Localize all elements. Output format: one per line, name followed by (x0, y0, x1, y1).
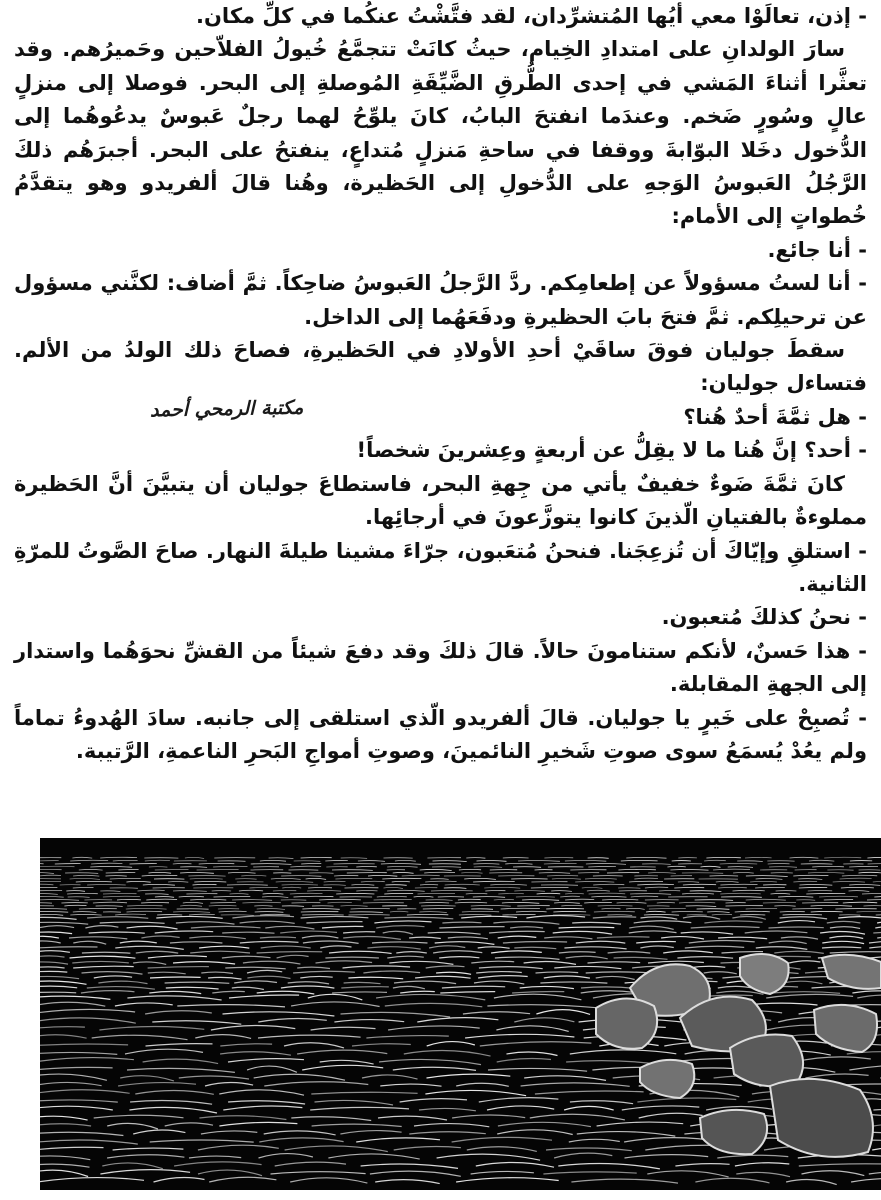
paragraph-dialog-good-night: - تُصبِحْ على خَيرٍ يا جوليان. قالَ ألفريدو الّذي استلقى إلى جانبه. سادَ الهُدوءُ تماماً ولم يعُدْ يُسمَعُ سوى صوتِ شَخيرِ النائمينَ، وصوتِ أمواجِ البَحرِ الناعمةِ، الرَّتيبة. (14, 705, 867, 763)
paragraph-dialog-come-with-me: - إذن، تعالَوْا معي أيُها المُتشرِّدان، لقد فتَّشْتُ عنكُما في كلِّ مكان. (196, 4, 867, 28)
library-stamp: مكتبة الرمحي أحمد (149, 396, 304, 422)
rock-4 (596, 998, 657, 1048)
paragraph-dialog-we-are-tired: - نحنُ كذلكَ مُتعبون. (661, 605, 867, 630)
paragraph-dialog-twenty-four: - أحد؟ إنَّ هُنا ما لا يقِلُّ عن أربعةٍ وعِشرينَ شخصاً! (356, 438, 867, 463)
wave-line (40, 863, 44, 864)
paragraph-narration-boys-walk: سارَ الولدانِ على امتدادِ الخِيام، حيثُ كانَتْ تتجمَّعُ خُيولُ الفلاّحين وحَميرُهم. وقد تعثَّرا أثناءَ المَشي في إحدى الطُّرقِ الضَّيِّقَةِ المُوصلةِ إلى البحر. فوصلا إلى منزلٍ عالٍ وسُورٍ ضَخم. وعندَما انفتحَ البابُ، كانَ يلوِّحُ لهما رجلٌ عَبوسٌ يدعُوهُما إلى الدُّخول دخَلا البوّابةَ ووقفا في ساحةِ مَنزلٍ مُتداعٍ، ينفتحُ على البحر. أجبرَهُم ذلكَ الرَّجُلُ العَبوسُ الوَجهِ على الدُّخولِ إلى الحَظيرة، وهُنا قالَ ألفريدو وهو يتقدَّمُ خُطواتٍ إلى الأمام: (14, 37, 867, 229)
paragraph-dialog-good-sleep: - هذا حَسنٌ، لأنكم ستنامونَ حالاً. قالَ ذلكَ وقد دفعَ شيئاً من القشِّ نحوَهُما واستدار إلى الجهةِ المقابلة. (14, 638, 867, 697)
rock-5 (730, 1035, 803, 1087)
paragraph-dialog-hungry: - أنا جائع. (767, 237, 867, 262)
paragraph-dialog-anyone-here: - هل ثمَّةَ أحدٌ هُنا؟ (683, 404, 867, 429)
paragraph-narration-julian-falls: سقطَ جوليان فوقَ ساقَيْ أحدِ الأولادِ في الحَظيرةِ، فصاحَ ذلك الولدُ من الألم. فتساءل جوليان: (14, 338, 867, 396)
paragraph-dialog-not-responsible: - أنا لستُ مسؤولاً عن إطعامِكم. ردَّ الرَّجلُ العَبوسُ ضاحِكاً. ثمَّ أضاف: لكنَّني مسؤول عن ترحيلِكم. ثمَّ فتحَ بابَ الحظيرةِ ودفَعَهُما إلى الداخل. (14, 271, 867, 329)
rock-6 (770, 1079, 873, 1157)
sea-waves-image (40, 838, 881, 1190)
paragraph-dialog-lie-down: - استلقِ وإيّاكَ أن تُزعِجَنا. فنحنُ مُتعَبون، جرّاءَ مشينا طيلةَ النهار. صاحَ الصَّوتُ للمرّةِ الثانية. (14, 538, 867, 596)
paragraph-narration-light-from-sea: كانَ ثمَّةَ ضَوءٌ خفيفٌ يأتي من جِهةِ البحر، فاستطاعَ جوليان أن يتبيَّنَ أنَّ الحَظيرة مملوءةٌ بالفتيانِ الّذينَ كانوا يتوزَّعونَ في أرجائِها. (14, 471, 867, 530)
story-text (14, 0, 867, 768)
sea-illustration (40, 838, 881, 1190)
